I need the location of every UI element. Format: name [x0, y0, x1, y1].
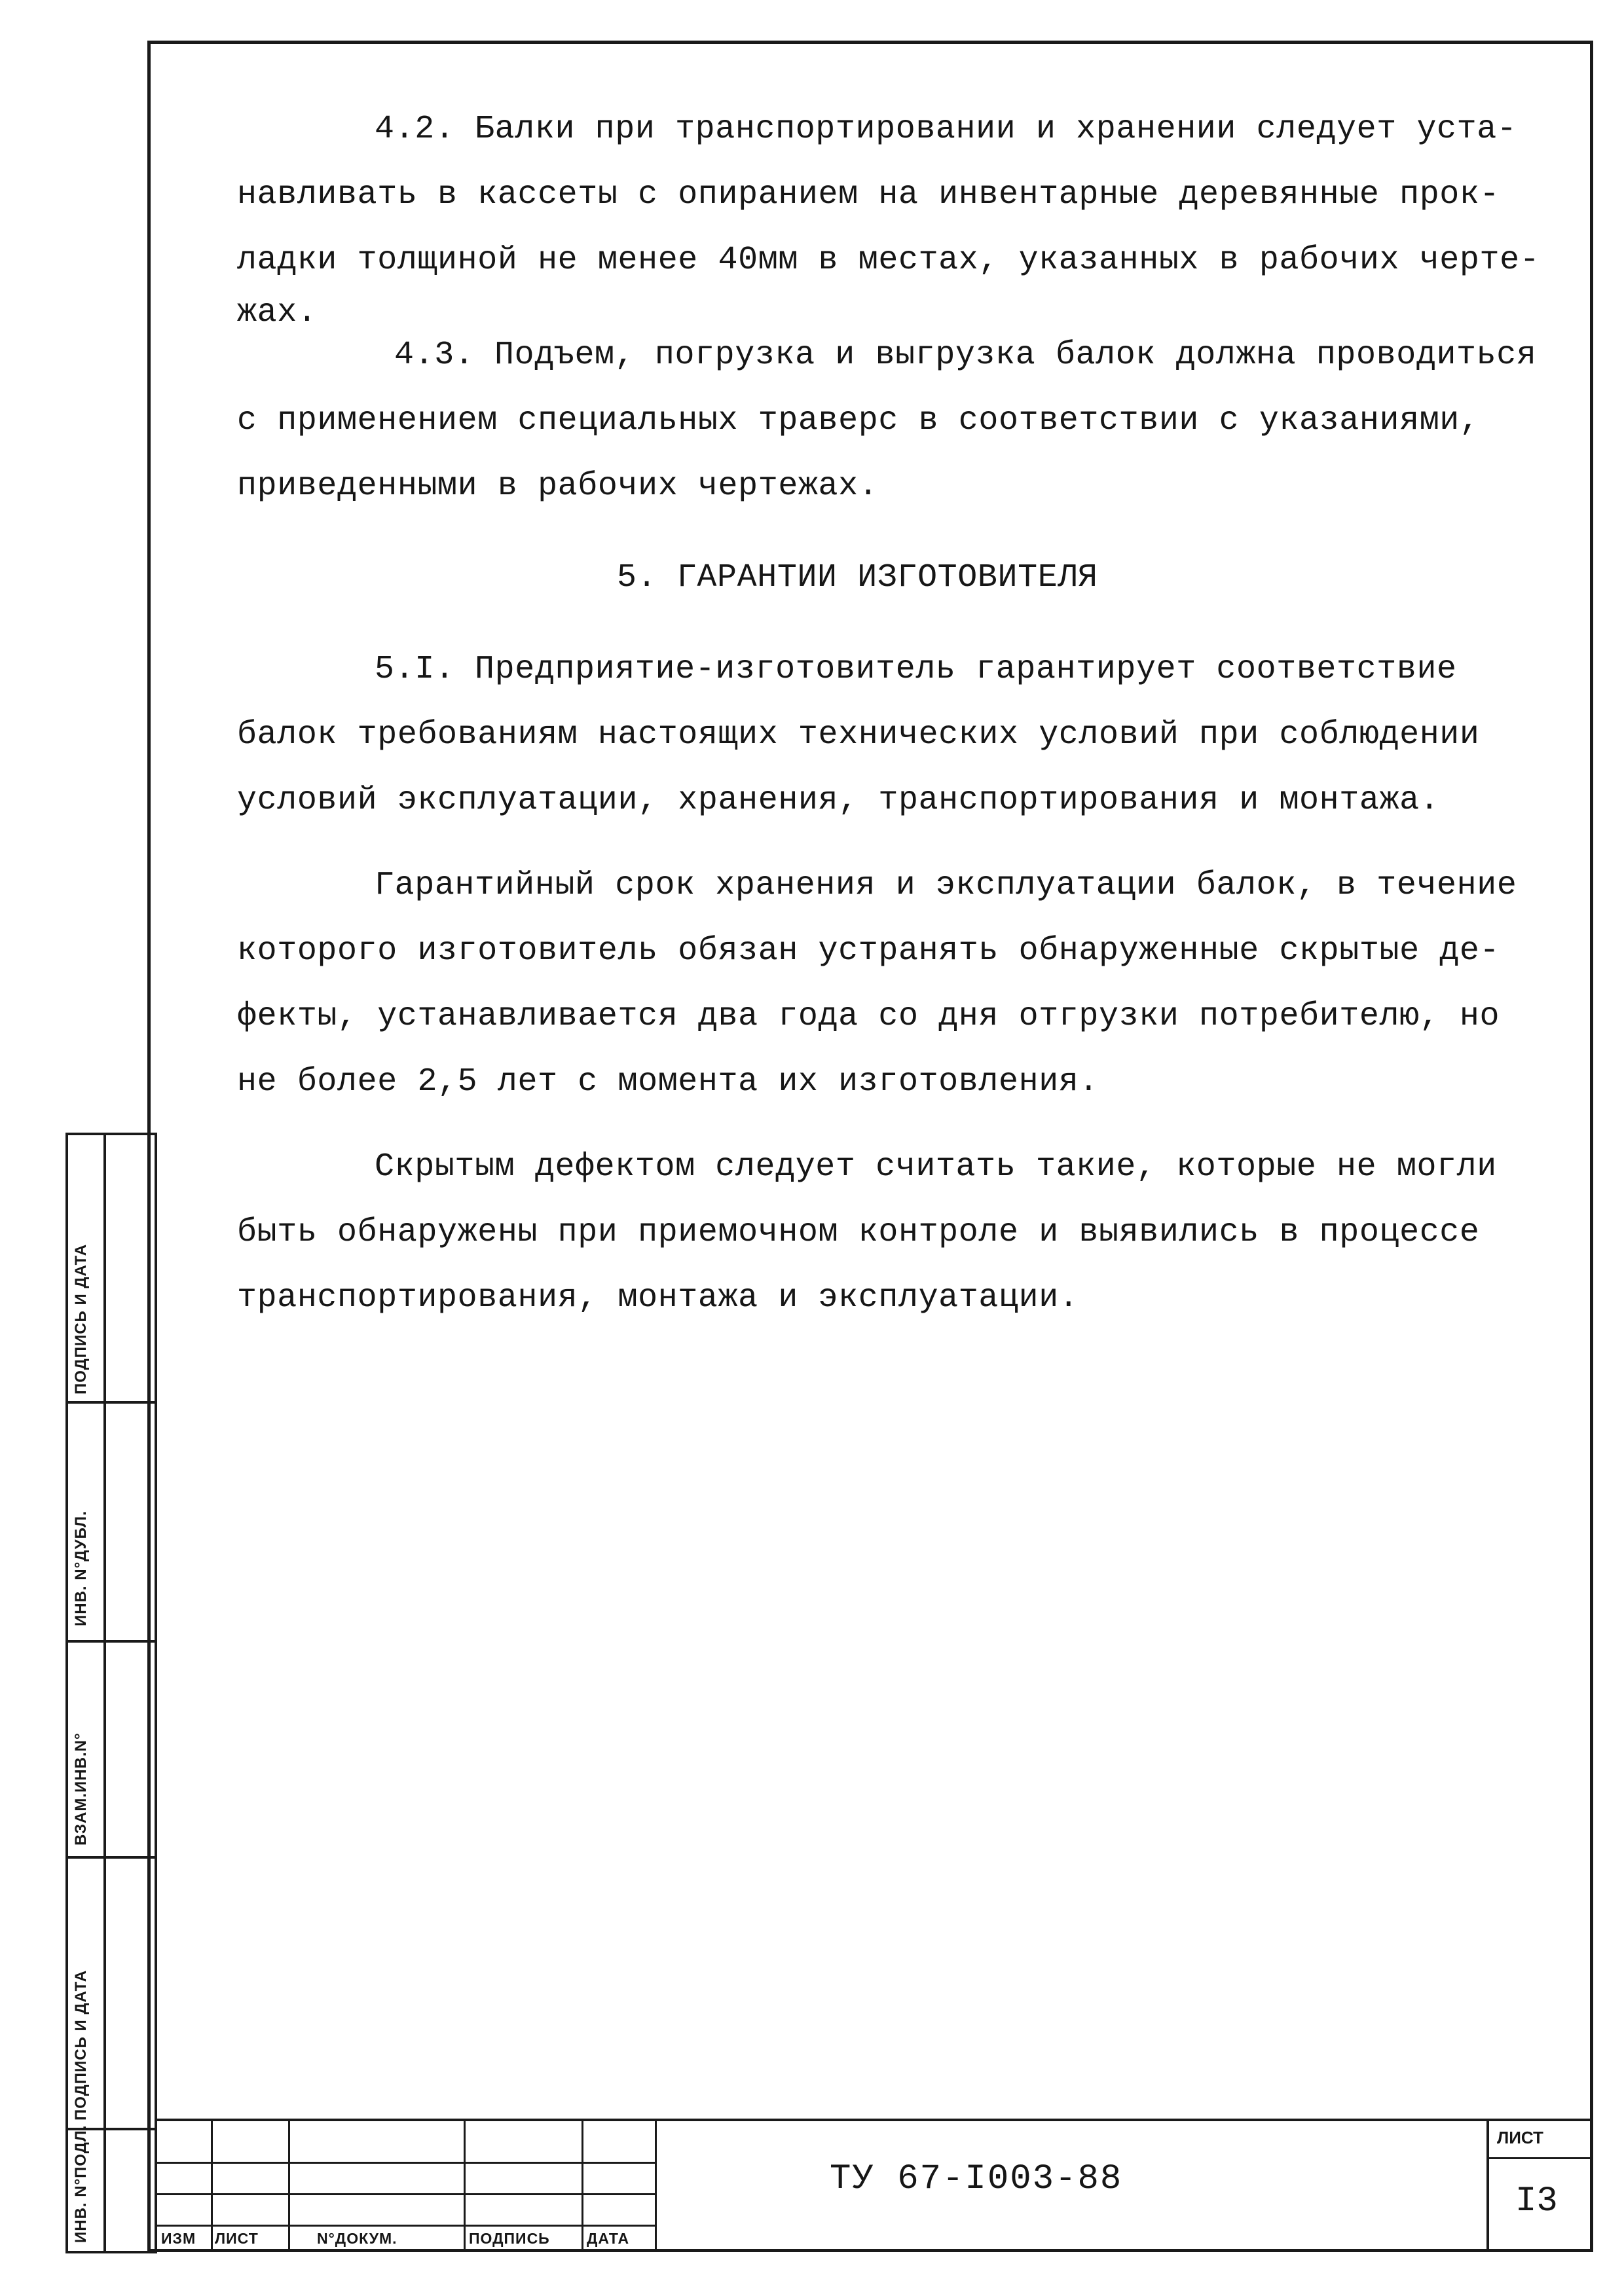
paragraph-warranty-line-4: не более 2,5 лет с момента их изготовления. — [237, 1063, 1099, 1101]
sheet-label: ЛИСТ — [1497, 2128, 1543, 2147]
title-block-col-line-3 — [464, 2121, 466, 2252]
sheet-separator — [1489, 2157, 1593, 2159]
title-block-header-date: ДАТА — [587, 2230, 630, 2247]
title-block-col-line-4 — [581, 2121, 583, 2252]
paragraph-4-3-line-1: 4.3. Подъем, погрузка и выгрузка балок должна проводиться — [394, 337, 1537, 374]
paragraph-5-1-line-1: 5.I. Предприятие-изготовитель гарантирует соответствие — [375, 651, 1457, 688]
paragraph-defect-line-3: транспортирования, монтажа и эксплуатации. — [237, 1279, 1079, 1317]
paragraph-warranty-line-2: которого изготовитель обязан устранять обнаруженные скрытые де- — [237, 932, 1500, 970]
document-code: ТУ 67-I003-88 — [830, 2159, 1123, 2199]
title-block — [157, 2119, 1593, 2252]
section-heading: 5. ГАРАНТИИ ИЗГОТОВИТЕЛЯ — [617, 559, 1098, 596]
side-cell-dup-inventory — [68, 1404, 155, 1643]
paragraph-warranty-line-3: фекты, устанавливается два года со дня отгрузки потребителю, но — [237, 998, 1500, 1035]
side-cell-original-inventory — [68, 2124, 155, 2251]
paragraph-5-1-line-2: балок требованиям настоящих технических условий при соблюдении — [237, 716, 1480, 754]
side-label-signature-date-bottom: ПОДПИСЬ И ДАТА — [72, 1969, 90, 2121]
side-cell-signature-date-bottom — [68, 1859, 155, 2130]
side-label-original-inventory: ИНВ. N°ПОДЛ. — [72, 2124, 90, 2243]
paragraph-4-2-line-1: 4.2. Балки при транспортировании и хранении следует уста- — [375, 111, 1517, 148]
side-label-signature-date-top: ПОДПИСЬ И ДАТА — [72, 1243, 90, 1394]
title-block-header-doc-number: N°ДОКУМ. — [317, 2230, 397, 2247]
title-block-header-sheet: ЛИСТ — [215, 2230, 259, 2247]
side-cell-replacement-inventory — [68, 1643, 155, 1859]
title-block-col-line-2 — [288, 2121, 290, 2252]
side-cell-signature-date-top — [68, 1135, 155, 1404]
paragraph-defect-line-1: Скрытым дефектом следует считать такие, которые не могли — [375, 1148, 1497, 1186]
paragraph-4-2-line-4: жах. — [237, 294, 318, 331]
title-block-row-line-1 — [157, 2162, 655, 2164]
paragraph-5-1-line-3: условий эксплуатации, хранения, транспортирования и монтажа. — [237, 782, 1440, 819]
paragraph-4-3-line-2: с применением специальных траверс в соответствии с указаниями, — [237, 402, 1480, 439]
paragraph-defect-line-2: быть обнаружены при приемочном контроле и выявились в процессе — [237, 1214, 1480, 1251]
title-block-col-line-5 — [655, 2121, 657, 2252]
paragraph-4-2-line-2: навливать в кассеты с опиранием на инвентарные деревянные прок- — [237, 176, 1500, 213]
title-block-row-line-3 — [157, 2225, 655, 2227]
title-block-header-signature: ПОДПИСЬ — [469, 2230, 550, 2247]
paragraph-4-2-line-3: ладки толщиной не менее 40мм в местах, указанных в рабочих черте- — [237, 242, 1540, 279]
side-label-replacement-inventory: ВЗАМ.ИНВ.N° — [72, 1732, 90, 1846]
sheet-number: I3 — [1515, 2181, 1558, 2221]
title-block-header-change: ИЗМ — [161, 2230, 196, 2247]
paragraph-4-3-line-3: приведенными в рабочих чертежах. — [237, 467, 879, 505]
side-stamp-strip — [65, 1133, 157, 2253]
sheet-number-box — [1486, 2121, 1593, 2252]
paragraph-warranty-line-1: Гарантийный срок хранения и эксплуатации балок, в течение — [375, 867, 1517, 904]
side-label-dup-inventory: ИНВ. N°ДУБЛ. — [72, 1510, 90, 1626]
title-block-row-line-2 — [157, 2193, 655, 2195]
title-block-col-line-1 — [211, 2121, 213, 2252]
